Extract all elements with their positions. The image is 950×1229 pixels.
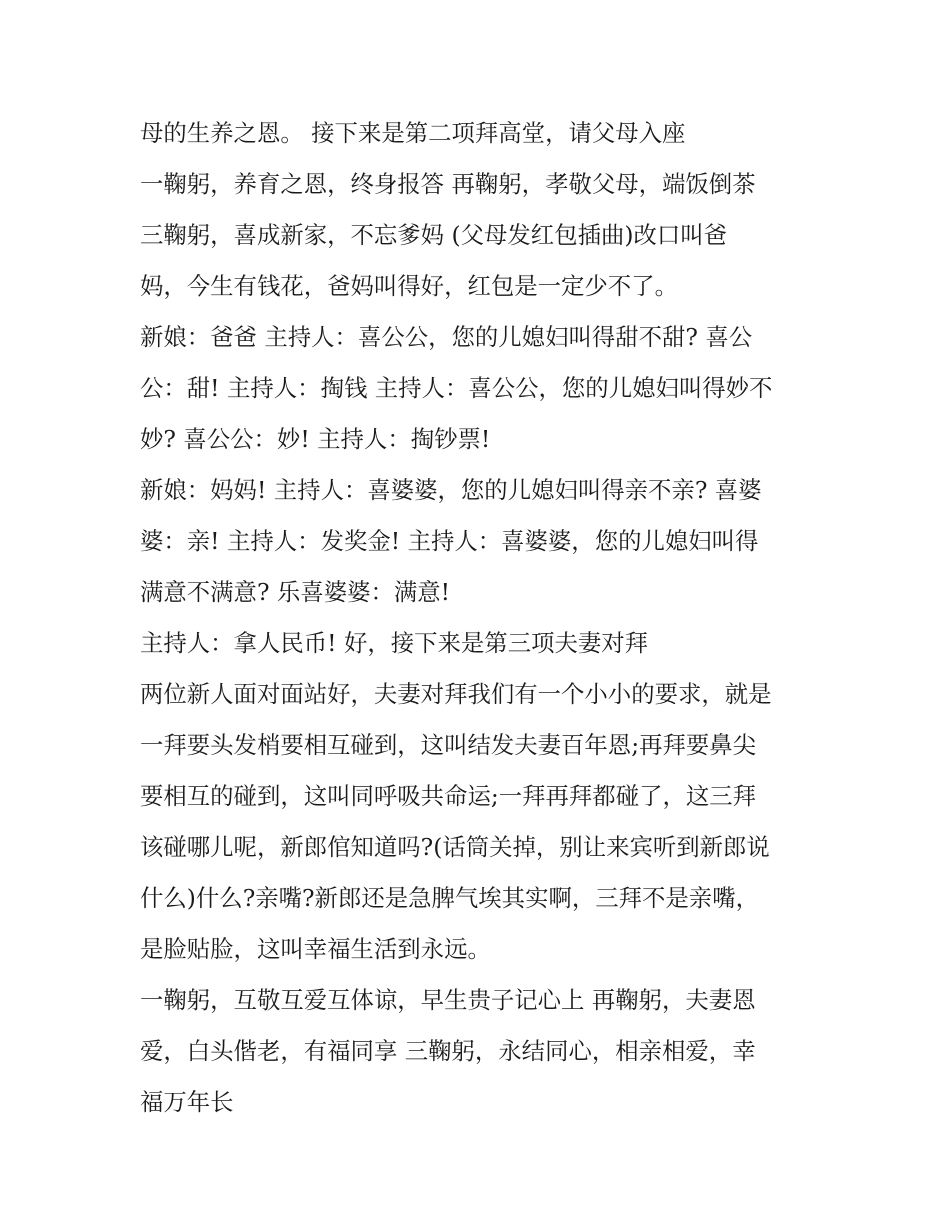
- body-text: [140, 108, 830, 1128]
- text-line: 满意不满意? 乐喜婆婆：满意!: [140, 578, 451, 606]
- text-line: 一拜要头发梢要相互碰到，这叫结发夫妻百年恩;再拜要鼻尖: [140, 731, 757, 759]
- text-line: 一鞠躬，养育之恩，终身报答 再鞠躬，孝敬父母，端饭倒茶: [140, 170, 756, 198]
- text-line: 妈，今生有钱花，爸妈叫得好，红包是一定少不了。: [140, 272, 678, 300]
- text-line: 福万年长: [140, 1088, 234, 1116]
- text-line: 要相互的碰到，这叫同呼吸共命运;一拜再拜都碰了，这三拜: [140, 782, 757, 810]
- text-line: 一鞠躬，互敬互爱互体谅，早生贵子记心上 再鞠躬，夫妻恩: [140, 986, 756, 1014]
- text-line: 是脸贴脸，这叫幸福生活到永远。: [140, 935, 491, 963]
- text-line: 什么)什么?亲嘴?新郎还是急脾气埃其实啊，三拜不是亲嘴，: [140, 884, 759, 912]
- text-line: 新娘：爸爸 主持人：喜公公，您的儿媳妇叫得甜不甜? 喜公: [140, 323, 753, 351]
- text-line: 公：甜! 主持人：掏钱 主持人：喜公公，您的儿媳妇叫得妙不: [140, 374, 773, 402]
- text-line: 新娘：妈妈! 主持人：喜婆婆，您的儿媳妇叫得亲不亲? 喜婆: [140, 476, 762, 504]
- text-line: 母的生养之恩。 接下来是第二项拜高堂，请父母入座: [140, 119, 686, 147]
- text-line: 主持人：拿人民币! 好，接下来是第三项夫妻对拜: [140, 629, 649, 657]
- text-line: 两位新人面对面站好，夫妻对拜我们有一个小小的要求，就是: [140, 680, 772, 708]
- text-line: 三鞠躬，喜成新家，不忘爹妈 (父母发红包插曲)改口叫爸: [140, 221, 728, 249]
- text-line: 婆：亲! 主持人：发奖金! 主持人：喜婆婆，您的儿媳妇叫得: [140, 527, 759, 555]
- text-line: 妙? 喜公公：妙! 主持人：掏钞票!: [140, 425, 491, 453]
- text-line: 爱，白头偕老，有福同享 三鞠躬，永结同心，相亲相爱，幸: [140, 1037, 756, 1065]
- text-line: 该碰哪儿呢，新郎倌知道吗?(话筒关掉，别让来宾听到新郎说: [140, 833, 770, 861]
